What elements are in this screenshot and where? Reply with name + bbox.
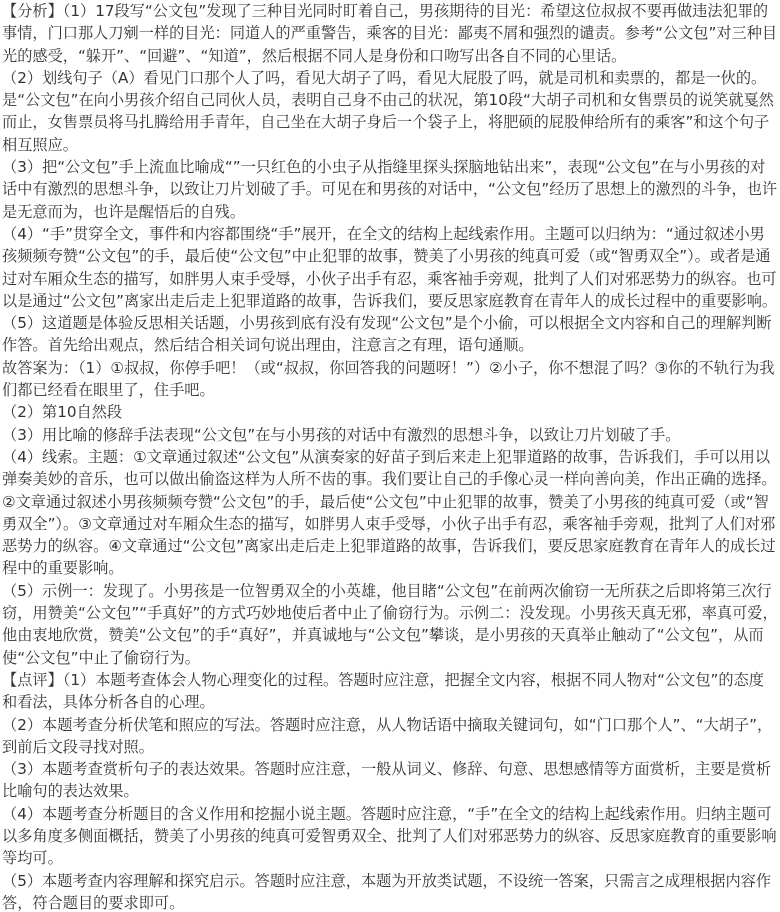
comment-paragraph-4: （4）本题考查分析题目的含义作用和挖掘小说主题。答题时应注意，“手”在全文的结构上起线索作用。归纳主题可以多角度多侧面概括，赞美了小男孩的纯真可爱智勇双全、批判了人们对邪恶势力的纵容、反思家庭教育的重要影响等均可。 bbox=[2, 804, 777, 868]
answer-paragraph-4: （4）线索。主题：①文章通过叙述“公文包”从演奏家的好苗子到后来走上犯罪道路的故事，告诉我们，手可以用以弹奏美妙的音乐，也可以做出偷盗这样为人所不齿的事。我们要让自己的手像心灵一样向善向美，作出正确的选择。②文章通过叙述小男孩频频夸赞“公文包”的手，最后使“公文包”中止犯罪的故事，赞美了小男孩的纯真可爱（或“智勇双全”）。③文章通过对车厢众生态的描写，如胖男人束手受辱，小伙子出手有忍，乘客袖手旁观，批判了人们对邪恶势力的纵容。④文章通过“公文包”离家出走后走上犯罪道路的故事，告诉我们，要反思家庭教育在青年人的成长过程中的重要影响。 bbox=[2, 447, 777, 578]
comment-paragraph-5: （5）本题考查内容理解和探究启示。答题时应注意，本题为开放类试题，不设统一答案，只需言之成理根据内容作答，符合题目的要求即可。 bbox=[2, 871, 772, 912]
comment-paragraph-3: （3）本题考查赏析句子的表达效果。答题时应注意，一般从词义、修辞、句意、思想感情等方面赏析，主要是赏析比喻句的表达效果。 bbox=[2, 760, 772, 801]
comment-paragraph-1 bbox=[2, 669, 778, 714]
comment-paragraph-2: （2）本题考查分析伏笔和照应的写法。答题时应注意，从人物话语中摘取关键词句，如“门口那个人”、“大胡子”，到前后文段寻找对照。 bbox=[2, 715, 773, 756]
answer-paragraph-2: （2）第10自然段 bbox=[2, 403, 123, 422]
analysis-paragraph-3: （3）把“公文包”手上流血比喻成“”一只红色的小虫子从指缝里探头探脑地钻出来”，表现“公文包”在与小男孩的对话中有激烈的思想斗争，以致让刀片划破了手。可见在和男孩的对话中，“公文包”经历了思想上的激烈的斗争，也许是无意而为，也许是醒悟后的自残。 bbox=[2, 158, 778, 221]
analysis-paragraph-4: （4）“手”贯穿全文，事件和内容都围绕“手”展开，在全文的结构上起线索作用。主题可以归纳为：“通过叙述小男孩频频夸赞“公文包”的手，最后使“公文包”中止犯罪的故事，赞美了小男孩的纯真可爱（或“智勇双全”）。或者是通过对车厢众生态的描写，如胖男人束手受辱，小伙子出手有忍，乘客袖手旁观，批判了人们对邪恶势力的纵容。也可以是通过“公文包”离家出走后走上犯罪道路的故事，告诉我们，要反思家庭教育在青年人的成长过程中的重要影响。 bbox=[2, 224, 778, 310]
answer-paragraph-3: （3）用比喻的修辞手法表现“公文包”在与小男孩的对话中有激烈的思想斗争，以致让刀片划破了手。 bbox=[2, 425, 681, 444]
analysis-paragraph-2: （2）划线句子（A）看见门口那个人了吗，看见大胡子了吗，看见大屁股了吗，就是司机和卖票的，都是一伙的。是“公文包”在向小男孩介绍自己同伙人员，表明自己身不由己的状况，第10段“大胡子司机和女售票员的说笑就戛然而止，女售票员将马扎腾给用手青年，自己坐在大胡子身后一个袋子上，将肥硕的屁股伸给所有的乘客”和这个句子相互照应。 bbox=[2, 68, 774, 154]
analysis-paragraph-5: （5）这道题是体验反思相关话题，小男孩到底有没有发现“公文包”是个小偷，可以根据全文内容和自己的理解判断作答。首先给出观点，然后结合相关词句说出理由，注意言之有理，语句通顺。 bbox=[2, 314, 772, 355]
comment-tag: 【点评】 bbox=[2, 670, 63, 689]
answer-paragraph-1: 故答案为：（1）①叔叔，你停手吧！（或“叔叔，你回答我的问题呀！”）②小子，你不想混了吗？③你的不轨行为我们都已经看在眼里了，住手吧。 bbox=[2, 358, 775, 400]
comment-text-1: （1）本题考查体会人物心理变化的过程。答题时应注意，把握全文内容，根据不同人物对“公文包”的态度和看法，具体分析各自的心理。 bbox=[2, 670, 764, 712]
analysis-tag: 【分析】 bbox=[2, 2, 63, 20]
analysis-text-1: （1）17段写“公文包”发现了三种目光同时盯着自己，男孩期待的目光：希望这位叔叔不要再做违法犯罪的事情，门口那人刀剜一样的目光：同道人的严重警告，乘客的目光：鄙夷不屑和强烈的谴责。参考“公文包”对三种目光的感受，“躲开”、“回避”、“知道”，然后根据不同人是身份和口吻写出各自不同的心里话。 bbox=[2, 2, 778, 65]
analysis-paragraph-1 bbox=[2, 0, 778, 67]
answer-paragraph-5: （5）示例一：发现了。小男孩是一位智勇双全的小英雄，他目睹“公文包”在前两次偷窃一无所获之后即将第三次行窃，用赞美“公文包”“手真好”的方式巧妙地使后者中止了偷窃行为。示例二：没发现。小男孩天真无邪，率真可爱，他由衷地欣赏，赞美“公文包”的手“真好”，并真诚地与“公文包”攀谈，是小男孩的天真举止触动了“公文包”，从而使“公文包”中止了偷窃行为。 bbox=[2, 581, 778, 667]
